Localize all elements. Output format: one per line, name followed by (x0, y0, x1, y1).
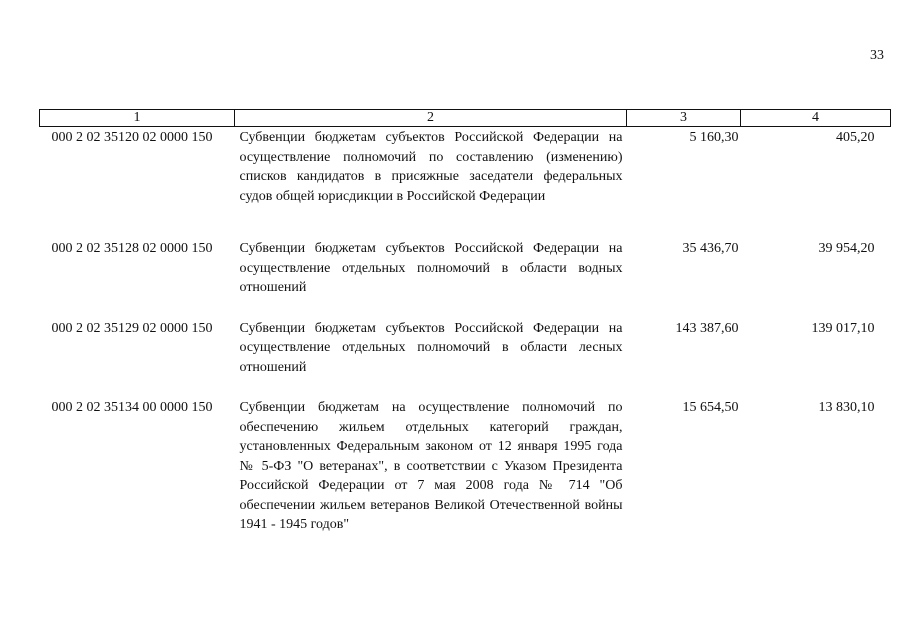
budget-code: 000 2 02 35120 02 0000 150 (51, 130, 213, 145)
value-column-4: 13 830,10 (818, 400, 875, 415)
table-row (40, 127, 891, 239)
budget-code: 000 2 02 35134 00 0000 150 (51, 400, 213, 415)
value-column-4: 39 954,20 (818, 241, 875, 256)
row-description: Субвенции бюджетам субъектов Российской Федерации на осуществление полномочий по составлению (изменению) списков кандидатов в присяжные заседатели федеральных судов общей юрисдикции в Российской Федерации (239, 130, 623, 204)
column-header-1: 1 (40, 110, 235, 127)
header-row (40, 110, 891, 127)
value-column-4: 139 017,10 (811, 320, 875, 336)
value-column-3: 143 387,60 (675, 320, 739, 336)
table-row (40, 397, 891, 535)
value-column-3: 5 160,30 (689, 130, 739, 145)
table-row (40, 238, 891, 318)
row-description: Субвенции бюджетам субъектов Российской Федерации на осуществление отдельных полномочий в области водных отношений (239, 241, 623, 295)
row-description: Субвенции бюджетам на осуществление полномочий по обеспечению жильем отдельных категорий граждан, установленных Федеральным законом от 12 января 1995 года № 5-ФЗ "О ветеранах", в соответствии с Указом Президента Российской Федерации от 7 мая 2008 года № 714 "Об обеспечении жильем ветеранов Великой Отечественной войны 1941 - 1945 годов" (239, 400, 623, 532)
table-row (40, 318, 891, 398)
budget-table (39, 109, 891, 535)
value-column-3: 35 436,70 (682, 241, 739, 256)
column-header-2: 2 (235, 110, 627, 127)
budget-code: 000 2 02 35128 02 0000 150 (51, 241, 213, 256)
row-description: Субвенции бюджетам субъектов Российской Федерации на осуществление отдельных полномочий в области лесных отношений (239, 320, 623, 375)
value-column-3: 15 654,50 (682, 400, 739, 415)
page-number: 33 (870, 48, 884, 63)
column-header-4: 4 (741, 110, 891, 127)
budget-code: 000 2 02 35129 02 0000 150 (51, 320, 213, 336)
value-column-4: 405,20 (836, 130, 875, 145)
column-header-3: 3 (627, 110, 741, 127)
